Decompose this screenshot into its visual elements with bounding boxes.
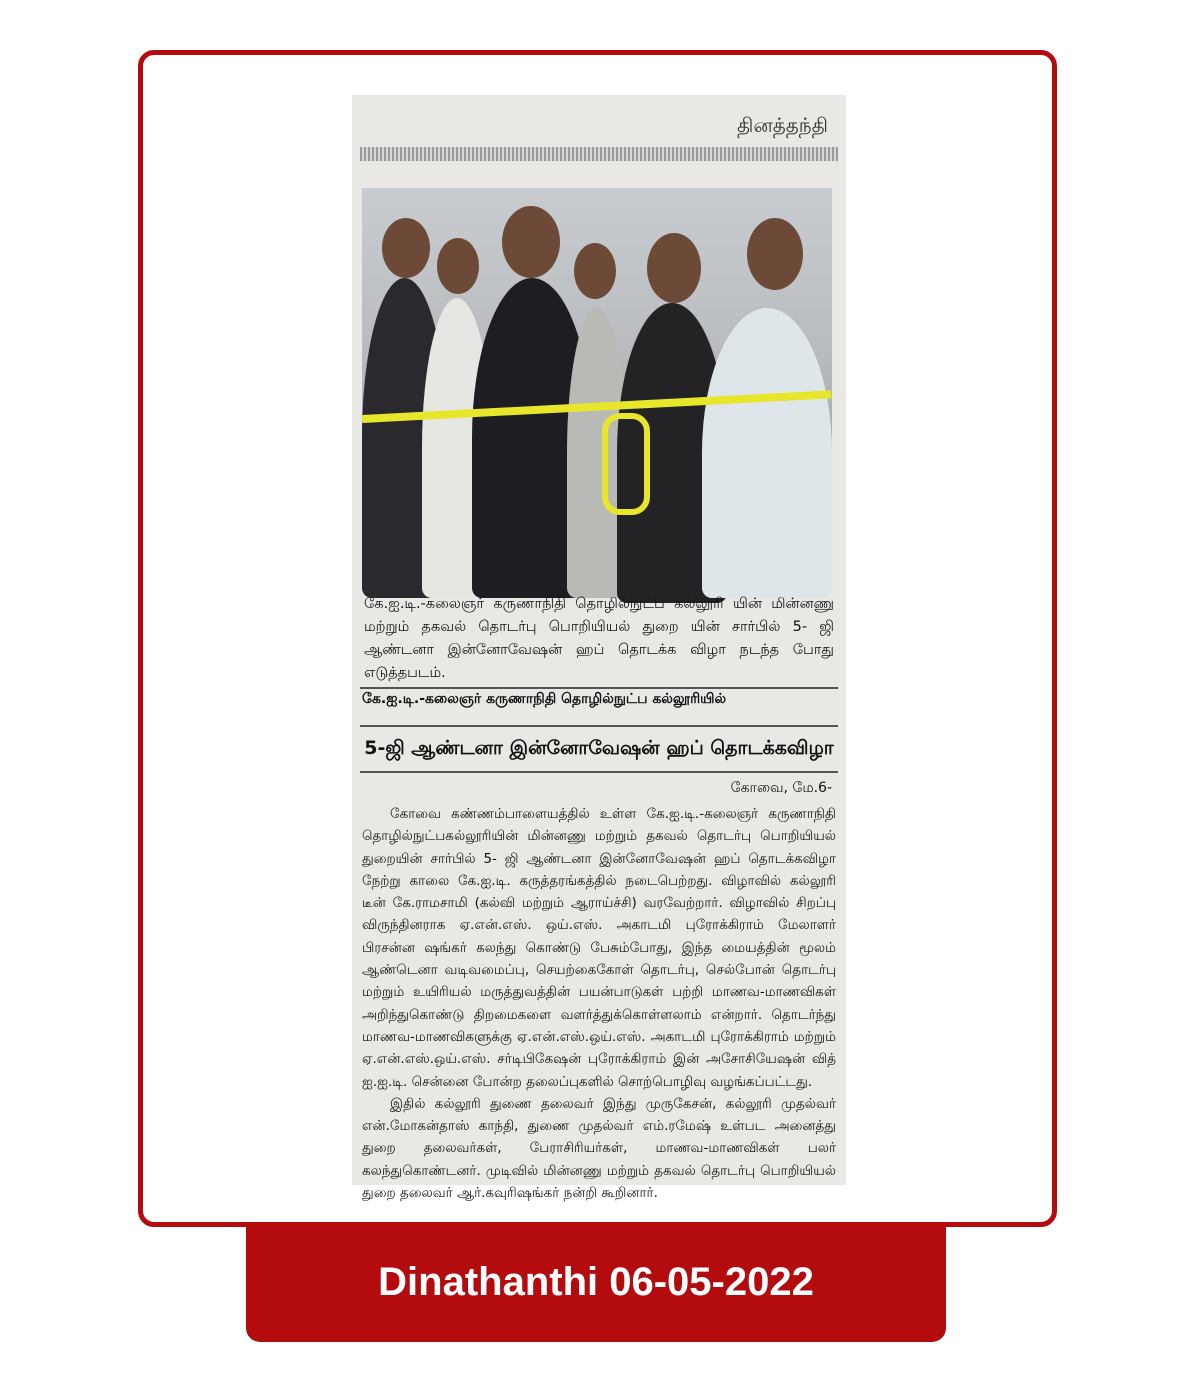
masthead-rule [360, 147, 838, 161]
photo-head [502, 206, 560, 278]
photo-person [702, 308, 832, 598]
photo-caption: கே.ஐ.டி.-கலைஞர் கருணாநிதி தொழில்நுட்ப கல்லூரி யின் மின்னணு மற்றும் தகவல் தொடர்பு பொறியியல் துறை யின் சார்பில் 5- ஜி ஆண்டனா இன்னோவேஷன் ஹப் தொடக்க விழா நடந்த போது எடுத்தபடம். [364, 596, 834, 681]
subheadline: கே.ஐ.டி.-கலைஞர் கருணாநிதி தொழில்நுட்ப கல்லூரியில் [362, 691, 727, 707]
photo-head [574, 243, 616, 299]
newspaper-masthead: தினத்தந்தி [736, 113, 828, 137]
divider [360, 725, 838, 727]
divider [360, 687, 838, 689]
photo-head [382, 218, 430, 278]
article-paragraph: இதில் கல்லூரி துணை தலைவர் இந்து முருகேசன், கல்லூரி முதல்வர் என்.மோகன்தாஸ் காந்தி, துணை முதல்வர் எம்.ரமேஷ் உள்பட அனைத்து துறை தலைவர்கள், பேராசிரியர்கள், மாணவ-மாணவிகள் பலர் கலந்துகொண்டனர். முடிவில் மின்னணு மற்றும் தகவல் தொடர்பு பொறியியல் துறை தலைவர் ஆர்.கவுரிஷங்கர் நன்றி கூறினார். [362, 1095, 836, 1202]
ribbon-cutting-photo [362, 188, 832, 588]
newspaper-clipping [352, 95, 846, 1202]
source-date-banner [246, 1222, 946, 1342]
banner-label: Dinathanthi 06-05-2022 [378, 1259, 814, 1304]
photo-head [747, 218, 803, 290]
dateline: கோவை, மே.6- [730, 780, 832, 796]
headline: 5-ஜி ஆண்டனா இன்னோவேஷன் ஹப் தொடக்கவிழா [364, 737, 834, 759]
photo-head [647, 233, 701, 303]
article-paragraph: கோவை கண்ணம்பாளையத்தில் உள்ள கே.ஐ.டி.-கலைஞர் கருணாநிதி தொழில்நுட்பகல்லூரியின் மின்னணு மற்றும் தகவல் தொடர்பு பொறியியல் துறையின் சார்பில் 5- ஜி ஆண்டனா இன்னோவேஷன் ஹப் தொடக்கவிழா நேற்று காலை கே.ஐ.டி. கருத்தரங்கத்தில் நடைபெற்றது. விழாவில் கல்லூரி டீன் கே.ராமசாமி (கல்வி மற்றும் ஆராய்ச்சி) வரவேற்றார். விழாவில் சிறப்பு விருந்தினராக ஏ.என்.எஸ். ஒய்.எஸ். அகாடமி புரோக்கிராம் மேலாளர் பிரசன்ன ஷங்கர் கலந்து கொண்டு பேசும்போது, இந்த மையத்தின் மூலம் ஆண்டெனா வடிவமைப்பு, செயற்கைகோள் தொடர்பு, செல்போன் தொடர்பு மற்றும் உயிரியல் மருத்துவத்தின் பயன்பாடுகள் பற்றி மாணவ-மாணவிகள் அறிந்துகொண்டு திறமைகளை வளர்த்துக்கொள்ளலாம் என்றார். தொடர்ந்து மாணவ-மாணவிகளுக்கு ஏ.என்.எஸ்.ஒய்.எஸ். அகாடமி புரோக்கிராம் மற்றும் ஏ.என்.எஸ்.ஒய்.எஸ். சர்டிபிகேஷன் புரோக்கிராம் இன் அசோசியேஷன் வித் ஐ.ஐ.டி. சென்னை போன்ற தலைப்புகளில் சொற்பொழிவு வழங்கப்பட்டது. [362, 806, 836, 1090]
article-body [362, 803, 836, 1204]
photo-head [437, 238, 479, 294]
divider [360, 771, 838, 773]
ribbon-bow [602, 413, 650, 515]
